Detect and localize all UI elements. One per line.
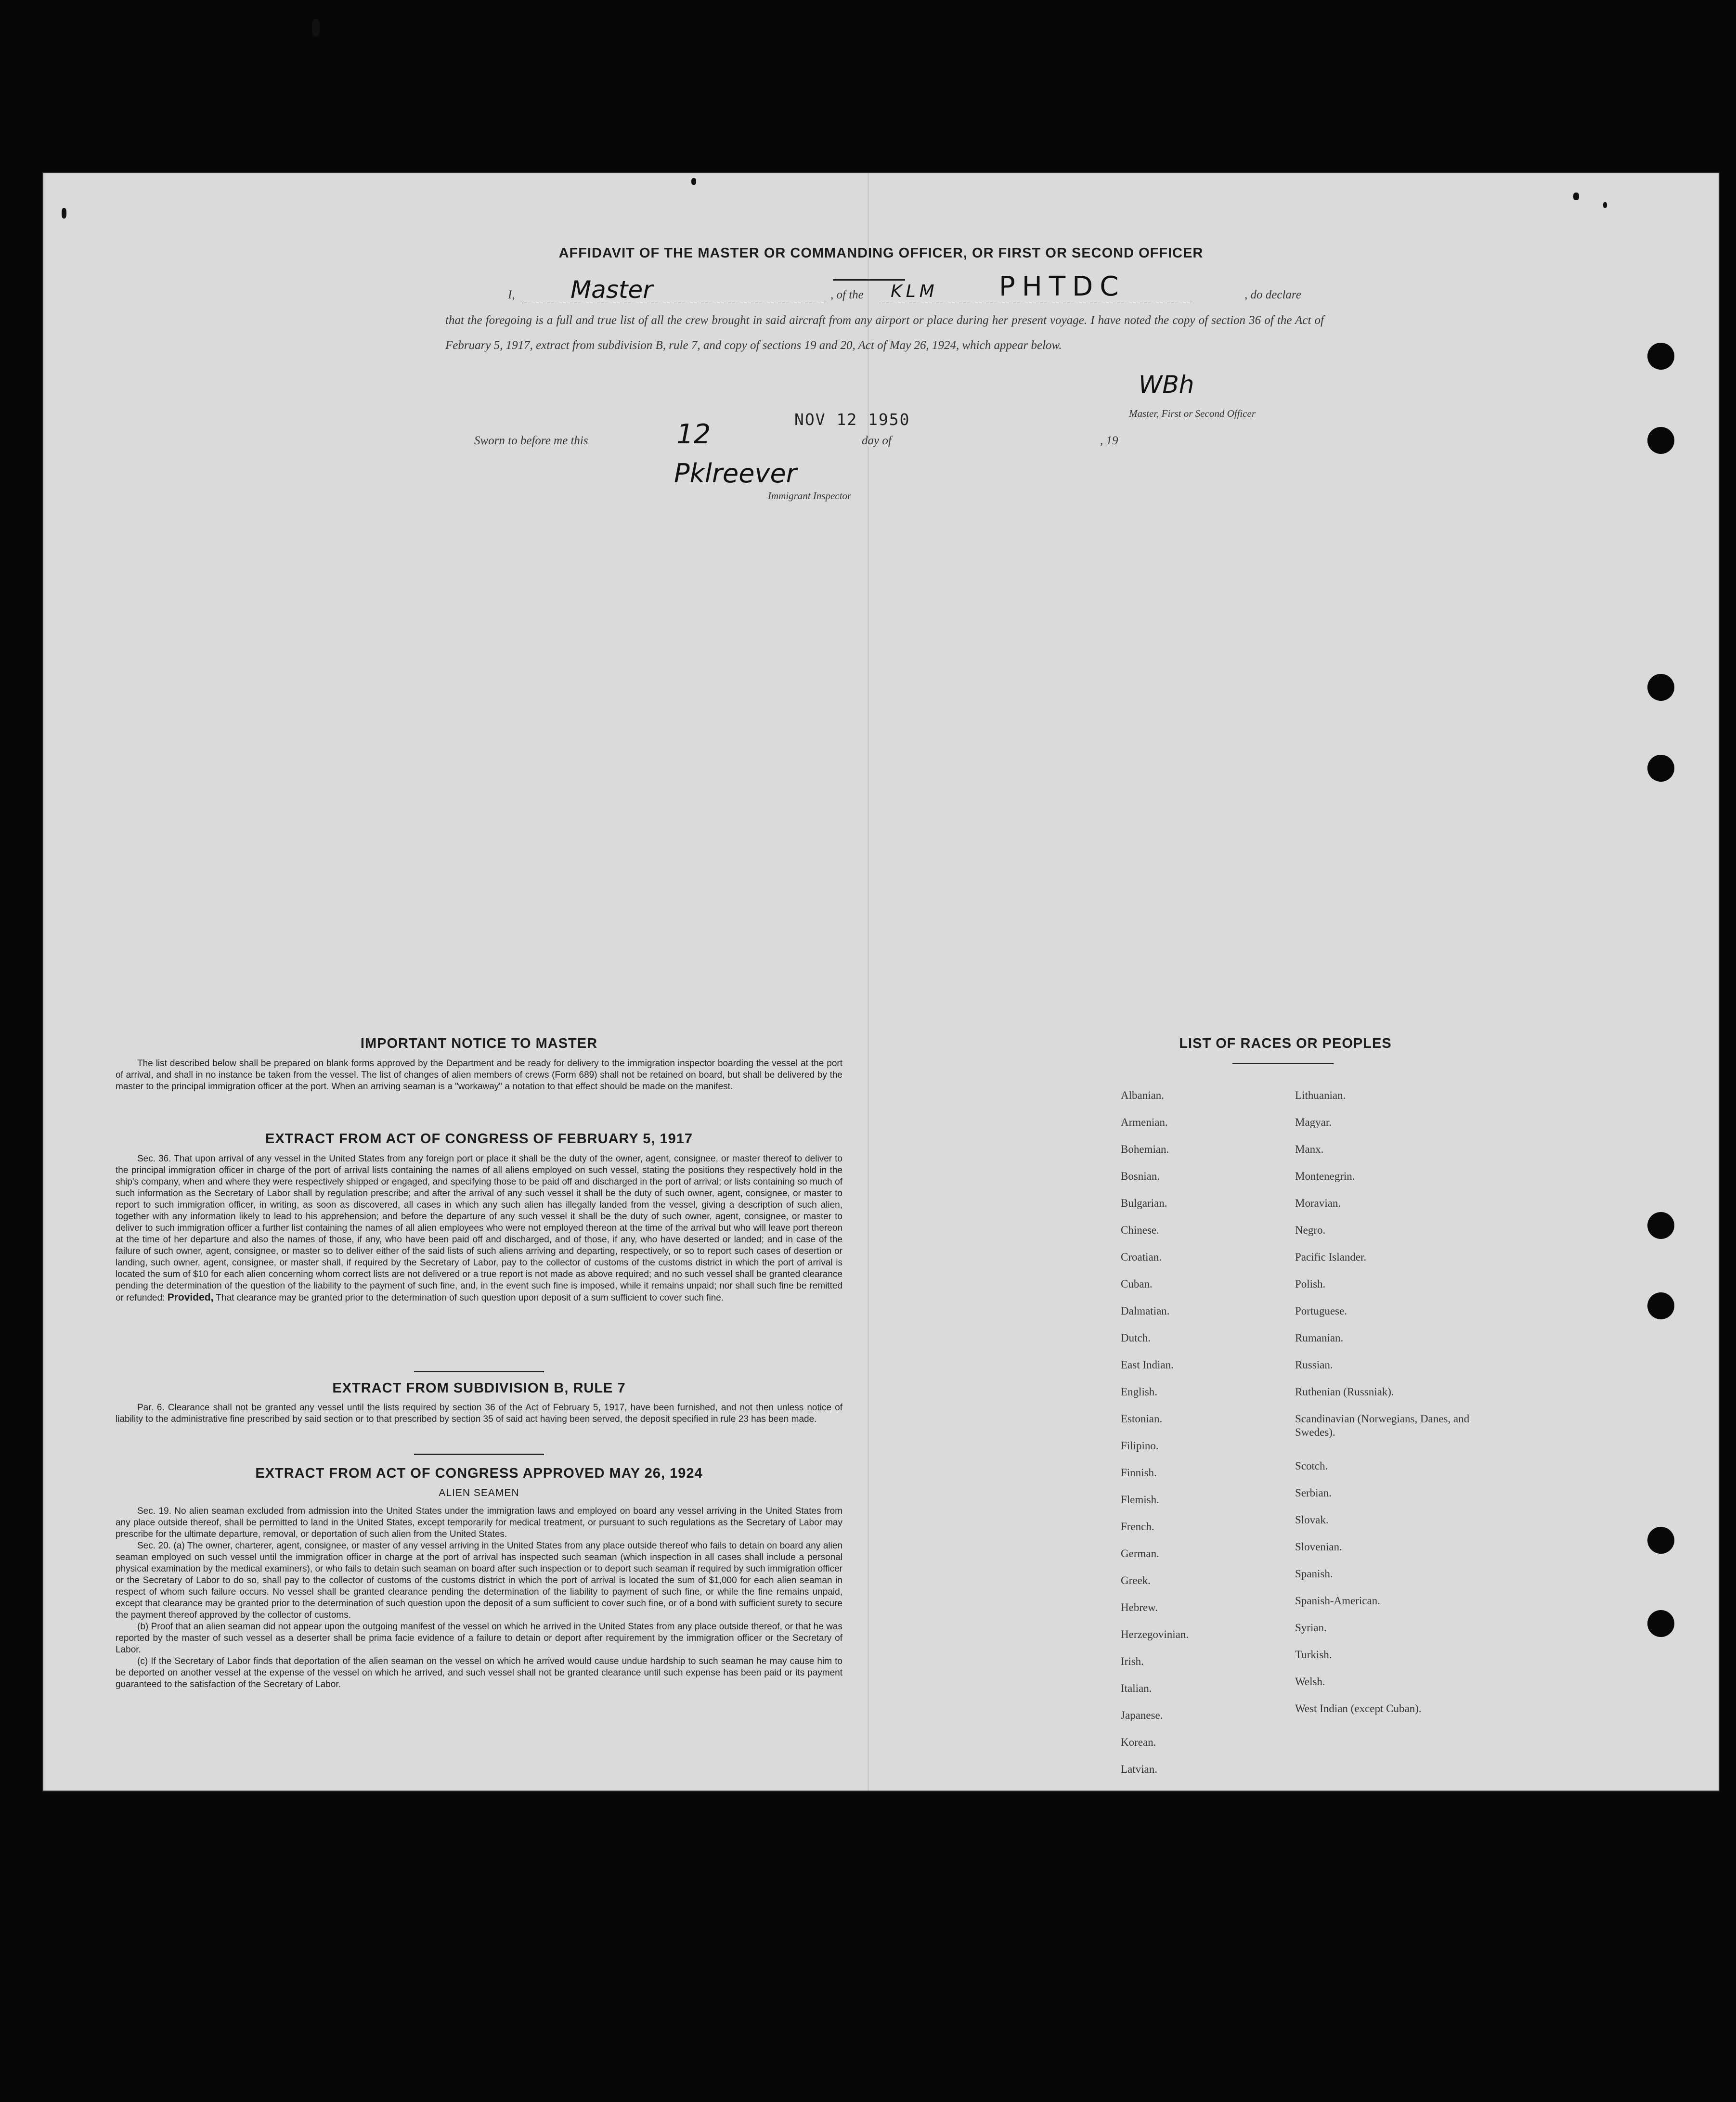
race-item: Filipino. [1121,1440,1159,1452]
extract-1917-paragraph [116,1153,842,1304]
race-item: Chinese. [1121,1224,1159,1236]
scan-speck [691,178,696,185]
race-item: Montenegrin. [1295,1170,1355,1182]
race-item: Flemish. [1121,1494,1159,1506]
binder-hole [1647,1610,1674,1637]
day-of-label: day of [862,434,892,447]
date-stamp: NOV 12 1950 [794,410,910,429]
extract-1924-text [116,1506,842,1690]
affidavit-body: that the foregoing is a full and true list of all the crew brought in said aircraft from any airport or place during her present voyage. I have noted the copy of section 36 of the Act of February 5, 1917, extract from subdivision B, rule 7, and copy of sections 19 and 20, Act of May 26, 1924, which appear below. [445,314,1324,352]
race-item: Korean. [1121,1736,1156,1748]
race-item: Rumanian. [1295,1332,1344,1344]
race-item: Moravian. [1295,1197,1341,1209]
race-item: Finnish. [1121,1467,1157,1479]
race-item: Slovak. [1295,1514,1329,1526]
scan-speck [1603,202,1607,208]
notice-paragraph: The list described below shall be prepared on blank forms approved by the Department and be ready for delivery to the immigration inspector boarding the vessel at the port of arrival, and shall in no instance be taken from the vessel. The list of changes of alien members of crews (Form 689) shall not be retained on board, but shall be delivered by the master to the principal immigration officer at the port. When an arriving seaman is a "workaway" a notation to that effect should be made on the manifest. [116,1058,842,1092]
race-item: English. [1121,1386,1158,1398]
binder-hole [1647,674,1674,701]
manifest-sheet [43,173,1719,1791]
binder-hole [1647,343,1674,370]
race-item: Cuban. [1121,1278,1153,1290]
race-item: East Indian. [1121,1359,1174,1371]
race-item: Portuguese. [1295,1305,1347,1317]
extract-1924-title: EXTRACT FROM ACT OF CONGRESS APPROVED MAY 26, 1924 [255,1466,703,1481]
binder-hole [1647,427,1674,454]
race-item: Bohemian. [1121,1143,1169,1155]
race-item: Irish. [1121,1655,1144,1667]
race-item: Greek. [1121,1574,1151,1586]
section-divider [414,1371,544,1372]
binder-hole [1647,1292,1674,1319]
provided-text: That clearance may be granted prior to the determination of such question upon deposit of a sum sufficient to cover such fine. [216,1293,724,1303]
race-item: French. [1121,1521,1154,1533]
sworn-prefix: Sworn to before me this [474,434,588,447]
races-column-1 [1121,1082,1280,1783]
race-item: Latvian. [1121,1763,1157,1775]
sec36-text: Sec. 36. That upon arrival of any vessel in the United States from any foreign port or place it shall be the duty of the owner, agent, consignee, or master thereof to deliver to the principal immigration officer in charge of the port of arrival lists containing the names of all aliens employed on such vessel, stating the positions they respectively hold in the ship's company, when and where they were respectively shipped or engaged, and specifying those to be paid off and discharged in the port of arrival; or lists containing so much of such information as the Secretary of Labor shall by regulation prescribe; and after the arrival of any such vessel it shall be the duty of such owner, agent, consignee, or master to report to such immigration officer, in writing, as soon as discovered, all cases in which any such alien has illegally landed from the vessel, giving a description of such alien, together with any information likely to lead to his apprehension; and before the departure of any such vessel it shall be the duty of such owner, agent, consignee, or master to deliver to such immigration officer a further list containing the names of all alien employees who were not employed thereon at the time of the arrival but who will leave port thereon at the time of her departure and also the names of those, if any, who have been paid off and discharged, and of those, if any, who have deserted or landed; and in case of the failure of such owner, agent, consignee, or master so to deliver either of the said lists of such aliens arriving and departing, respectively, or so to report such cases of desertion or landing, such owner, agent, consignee, or master shall, if required by the Secretary of Labor, pay to the collector of customs of the customs district in which the port of arrival is located the sum of $10 for each alien concerning whom correct lists are not delivered or a true report is not made as above required; and no such vessel shall be granted clearance pending the determination of the question of the liability to the payment of such fine, and, in the event such fine is imposed, while it remains unpaid; nor shall such fine be remitted or refunded: [116,1154,842,1303]
race-item: West Indian (except Cuban). [1295,1702,1422,1715]
declarant-handwritten-name: Master [570,276,653,304]
inspector-signature-caption: Immigrant Inspector [768,490,852,502]
race-item: Manx. [1295,1143,1324,1155]
sec20c-paragraph: (c) If the Secretary of Labor finds that deportation of the alien seaman on the vessel on which he arrived would cause undue hardship to such seaman he may cause him to be deported on another vessel at the expense of the vessel on which he arrived, and such vessel shall not be granted clearance until such expense has been paid or its payment guaranteed to the satisfaction of the Secretary of Labor. [116,1656,842,1689]
race-item: Spanish. [1295,1568,1333,1580]
of-the-label: , of the [830,288,864,301]
airline-handwritten: KLM [891,282,938,301]
race-item: Russian. [1295,1359,1333,1371]
extract-1917-title: EXTRACT FROM ACT OF CONGRESS OF FEBRUARY 5, 1917 [265,1131,693,1147]
race-item: Ruthenian (Russniak). [1295,1386,1394,1398]
race-item: Spanish-American. [1295,1595,1380,1607]
race-item: Magyar. [1295,1116,1332,1128]
declarant-prefix: I, [508,288,515,301]
subdivision-title: EXTRACT FROM SUBDIVISION B, RULE 7 [332,1380,626,1396]
affidavit-title-rule [833,279,905,281]
affidavit-declaration-line [445,271,1324,306]
do-declare-label: , do declare [1244,288,1301,301]
race-item: Italian. [1121,1682,1152,1694]
race-item: Serbian. [1295,1487,1332,1499]
race-item: Bulgarian. [1121,1197,1167,1209]
notice-text [116,1058,842,1093]
race-item: Albanian. [1121,1089,1165,1101]
provided-label: Provided, [167,1292,214,1303]
race-item: Japanese. [1121,1709,1163,1721]
race-item: Scandinavian (Norwegians, Danes, and Swedes). [1295,1413,1470,1438]
binder-hole [1647,1527,1674,1554]
race-item: Welsh. [1295,1676,1325,1688]
section-divider [414,1454,544,1455]
race-item: Slovenian. [1295,1541,1342,1553]
binder-hole [1647,755,1674,782]
race-item: Scotch. [1295,1460,1328,1472]
scan-speck [1573,193,1579,200]
race-item: Dutch. [1121,1332,1151,1344]
alien-seamen-subtitle: ALIEN SEAMEN [439,1487,519,1498]
scan-speck [62,208,66,219]
race-item: German. [1121,1547,1159,1560]
subdivision-paragraph: Par. 6. Clearance shall not be granted any vessel until the lists required by section 36 of the Act of February 5, 1917, have been furnished, and not then unless notice of liability to the administrative fine prescribed by said section or to that prescribed by section 35 of said act having been served, the deposit specified in rule 23 has been made. [116,1403,842,1424]
race-item: Herzegovinian. [1121,1628,1189,1640]
race-item: Negro. [1295,1224,1326,1236]
races-title-rule [1232,1063,1334,1064]
sec20a-paragraph: Sec. 20. (a) The owner, charterer, agent, consignee, or master of any vessel arriving in the United States from any place outside thereof who fails to detain on board any alien seaman employed on such vessel until the immigration officer in charge at the port of arrival has inspected such seaman (which inspection in all cases shall include a personal physical examination by the medical examiners), or who fails to detain such seaman on board after such inspection or to deport such seaman if required by such immigration officer or the Secretary of Labor to do so, shall pay to the collector of customs of the customs district in which the port of arrival is located the sum of $1,000 for each alien seaman in respect of whom such failure occurs. No vessel shall be granted clearance pending the determination of the liability to payment of such fine, or while the fine remains unpaid, except that clearance may be granted prior to the determination of such question upon the deposit of a sum sufficient to cover such fine, or of a bond with sufficient surety to secure the payment thereof approved by the collector of customs. [116,1541,842,1620]
master-signature-caption: Master, First or Second Officer [1129,408,1256,419]
scan-speck [312,19,320,37]
year-label: , 19 [1100,434,1118,447]
aircraft-handwritten-registration: PHTDC [999,271,1126,302]
race-item: Bosnian. [1121,1170,1160,1182]
race-item: Pacific Islander. [1295,1251,1367,1263]
sec20b-paragraph: (b) Proof that an alien seaman did not appear upon the outgoing manifest of the vessel on which he arrived in the United States from any place outside thereof, or that he was reported by the master of such vessel as a deserter shall be prima facie evidence of a failure to detain or deport after requirement by the immigration officer or the Secretary of Labor. [116,1622,842,1655]
race-item: Polish. [1295,1278,1326,1290]
race-item: Syrian. [1295,1622,1327,1634]
race-item: Dalmatian. [1121,1305,1170,1317]
sworn-day-handwritten: 12 [676,419,711,450]
extract-1917-text [116,1153,842,1304]
races-column-2 [1295,1082,1497,1722]
race-item: Hebrew. [1121,1601,1158,1613]
races-title: LIST OF RACES OR PEOPLES [1179,1036,1392,1051]
subdivision-text [116,1402,842,1425]
notice-title: IMPORTANT NOTICE TO MASTER [360,1036,598,1051]
master-signature: WBh [1139,371,1194,399]
sec19-paragraph: Sec. 19. No alien seaman excluded from admission into the United States under the immigration laws and employed on board any vessel arriving in the United States from any place outside thereof, shall be permitted to land in the United States, except temporarily for medical treatment, or pursuant to such regulations as the Secretary of Labor may prescribe for the ultimate departure, removal, or deportation of such alien from the United States. [116,1506,842,1539]
inspector-signature: Pklreever [674,458,797,489]
binder-hole [1647,1212,1674,1239]
race-item: Lithuanian. [1295,1089,1346,1101]
race-item: Estonian. [1121,1413,1163,1425]
race-item: Turkish. [1295,1649,1332,1661]
race-item: Armenian. [1121,1116,1168,1128]
affidavit-title: AFFIDAVIT OF THE MASTER OR COMMANDING OFFICER, OR FIRST OR SECOND OFFICER [558,245,1204,261]
race-item: Croatian. [1121,1251,1162,1263]
